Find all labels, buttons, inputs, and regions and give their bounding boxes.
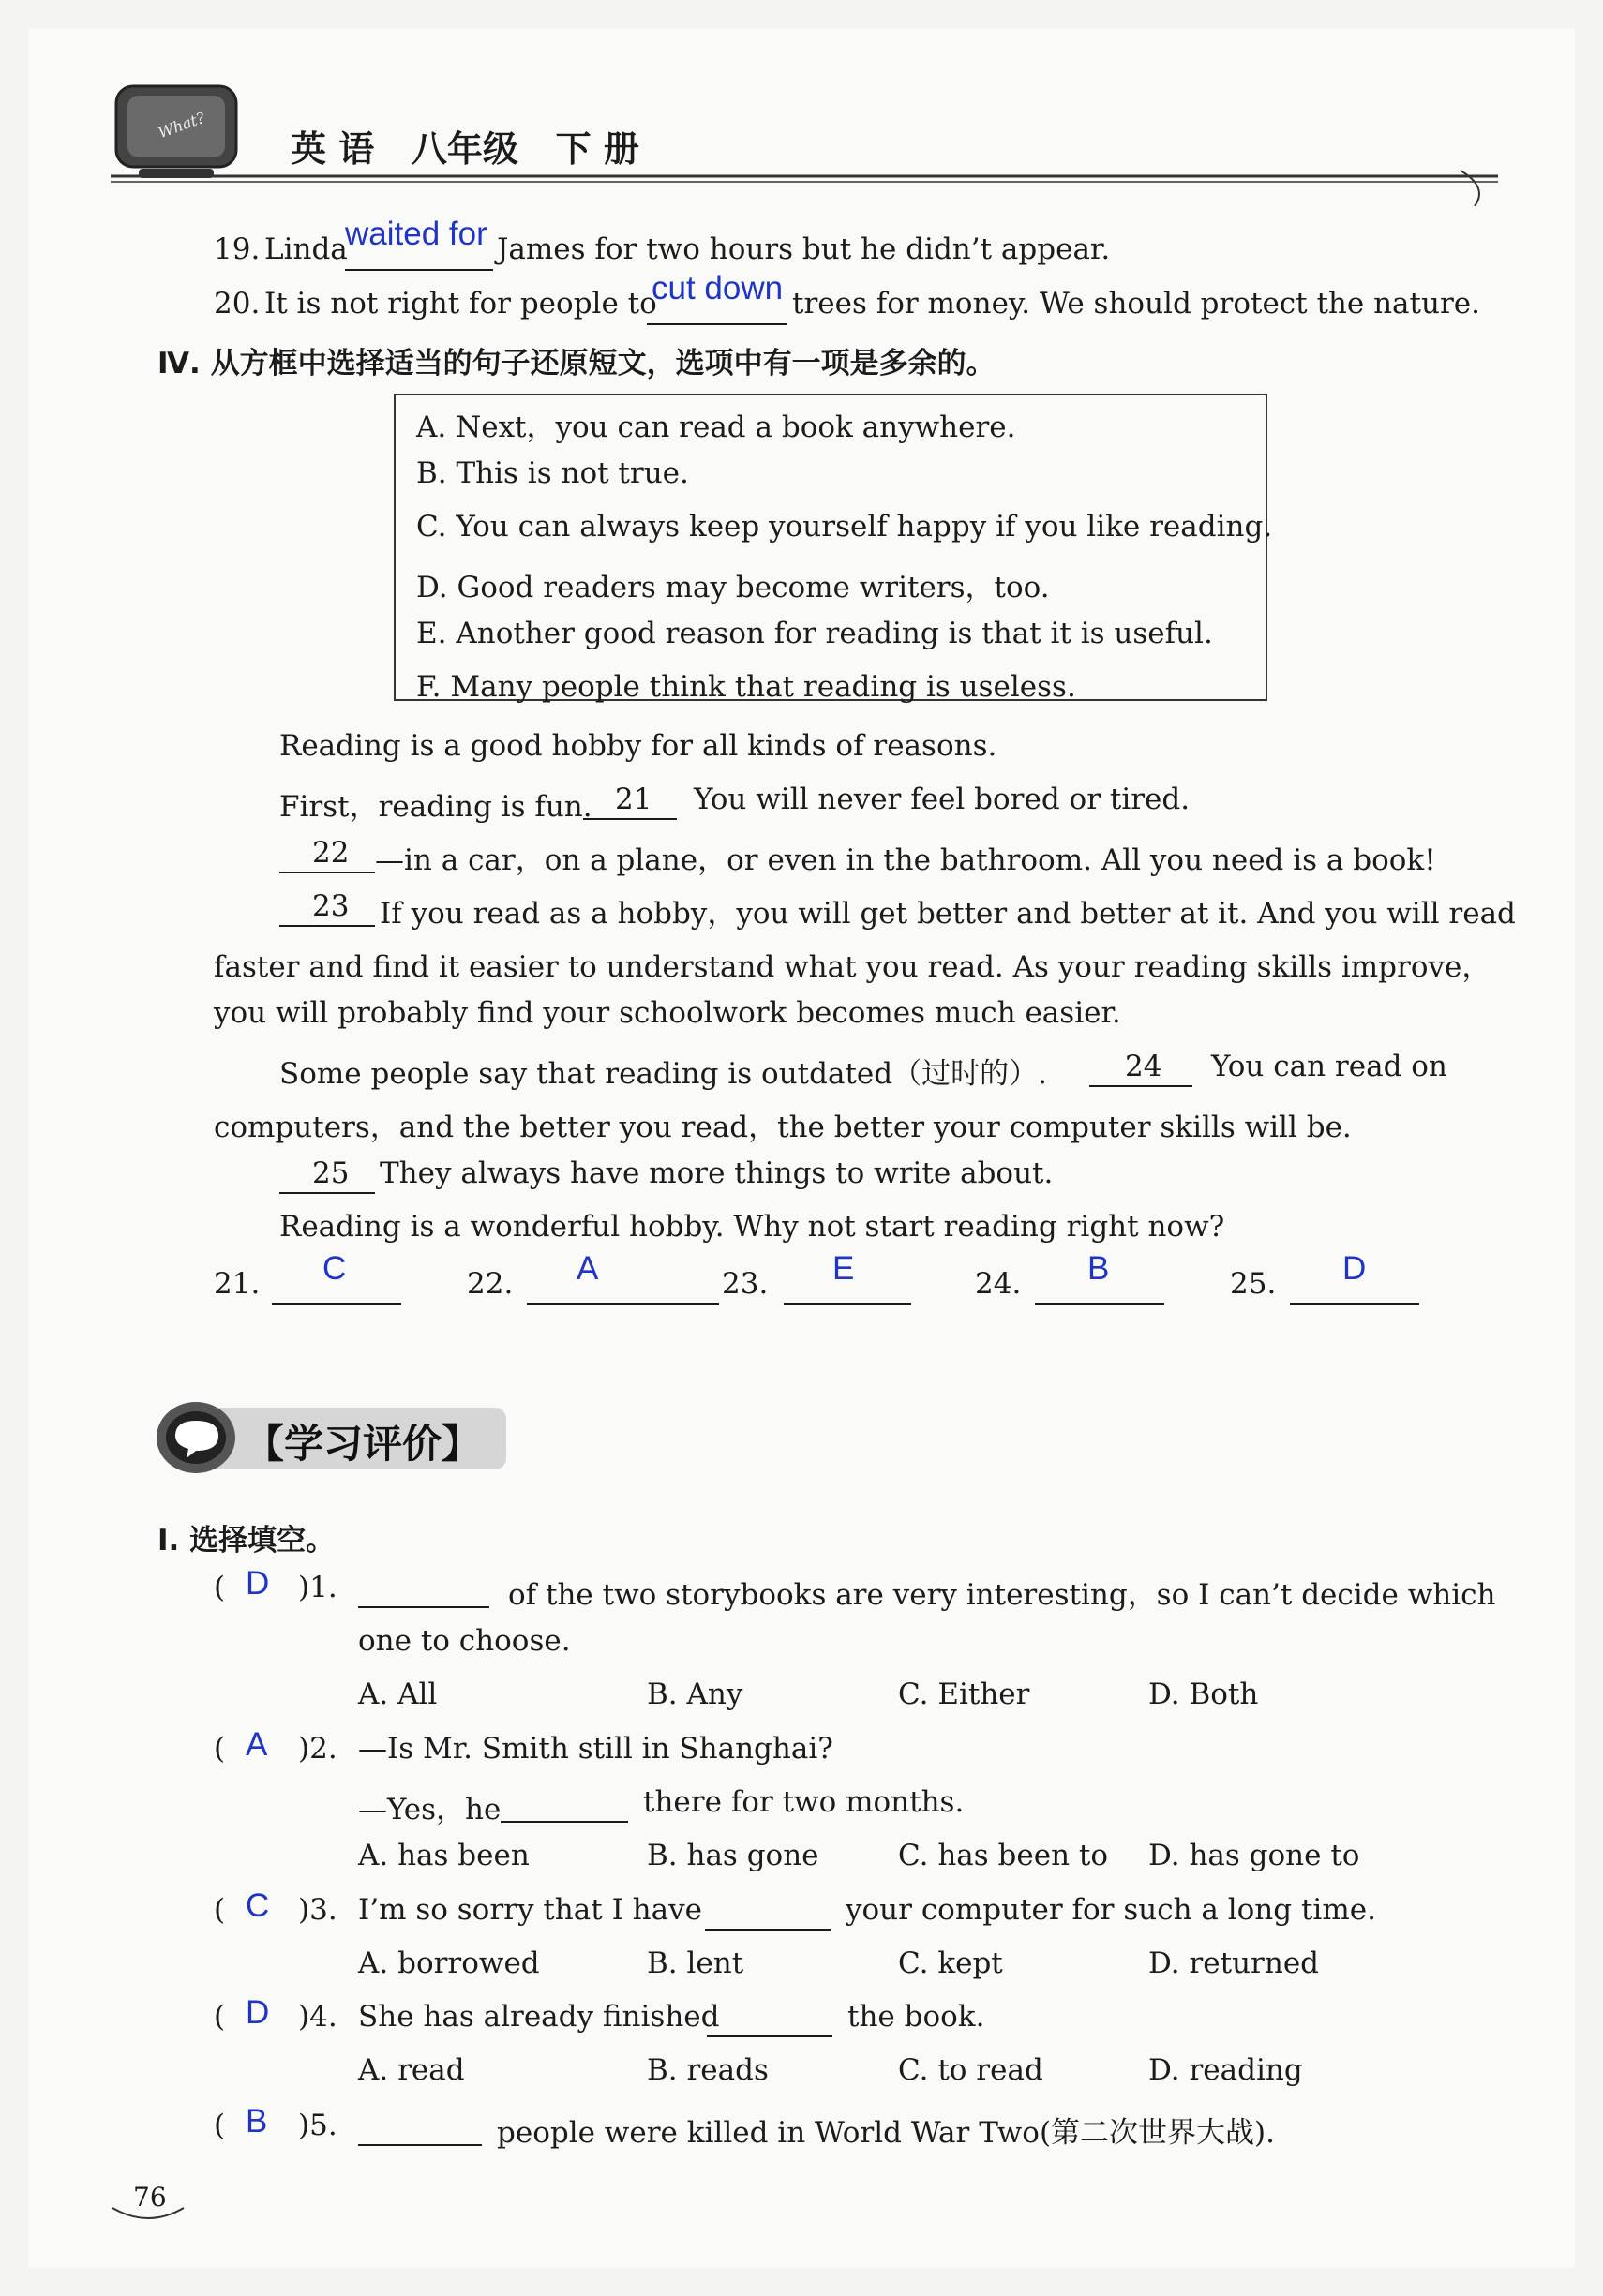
blank-22-line bbox=[279, 872, 375, 873]
option-b: B. This is not true. bbox=[416, 456, 689, 490]
q4-answer: D bbox=[246, 1994, 270, 2031]
answer-25-label: 25. bbox=[1230, 1267, 1277, 1301]
q5-number: )5. bbox=[298, 2109, 337, 2142]
q1-stem: of the two storybooks are very interesting，so I can’t decide which bbox=[508, 1578, 1496, 1612]
q20-answer: cut down bbox=[652, 270, 784, 306]
passage-line-9: They always have more things to write about. bbox=[380, 1156, 1054, 1190]
q1-number: )1. bbox=[298, 1571, 337, 1604]
passage-line-8: computers，and the better you read，the better your computer skills will be. bbox=[214, 1111, 1352, 1144]
q1-stem-cont: one to choose. bbox=[358, 1624, 571, 1658]
passage-line-5: faster and find it easier to understand what you read. As your reading skills improve， bbox=[214, 950, 1491, 984]
answer-25-line bbox=[1290, 1303, 1419, 1305]
q3-option-b: B. lent bbox=[647, 1946, 744, 1980]
q4-blank bbox=[707, 2035, 832, 2037]
q5-blank bbox=[358, 2144, 482, 2146]
logo-text: What? bbox=[156, 108, 207, 142]
answer-24-label: 24. bbox=[975, 1267, 1022, 1301]
q4-option-d: D. reading bbox=[1148, 2053, 1303, 2087]
q1-option-d: D. Both bbox=[1148, 1677, 1259, 1711]
q2-stem-a: —Is Mr. Smith still in Shanghai? bbox=[358, 1732, 833, 1766]
q3-option-c: C. kept bbox=[898, 1946, 1003, 1980]
answer-22-line bbox=[527, 1303, 719, 1305]
page-number: 76 bbox=[133, 2182, 167, 2213]
q4-option-a: A. read bbox=[358, 2053, 465, 2087]
section4-heading: Ⅳ. 从方框中选择适当的句子还原短文，选项中有一项是多余的。 bbox=[157, 347, 996, 380]
blank-23-line bbox=[279, 925, 375, 927]
q4-number: )4. bbox=[298, 2000, 337, 2034]
answer-22: A bbox=[577, 1250, 599, 1287]
q4-option-c: C. to read bbox=[898, 2053, 1043, 2087]
answer-24: B bbox=[1087, 1250, 1110, 1287]
q4-paren: ( bbox=[214, 2000, 226, 2034]
q1-option-a: A. All bbox=[358, 1677, 438, 1711]
answer-25: D bbox=[1342, 1250, 1367, 1287]
option-d: D. Good readers may become writers，too. bbox=[416, 571, 1050, 604]
options-box bbox=[394, 394, 1273, 704]
q5-paren: ( bbox=[214, 2109, 226, 2142]
q19-number: 19. bbox=[214, 232, 261, 266]
answer-21: C bbox=[322, 1250, 347, 1287]
q2-option-b: B. has gone bbox=[647, 1839, 819, 1872]
passage-line-7b: You can read on bbox=[1211, 1050, 1447, 1083]
q2-paren: ( bbox=[214, 1732, 226, 1766]
blank-24-line bbox=[1089, 1085, 1192, 1087]
q3-blank bbox=[705, 1929, 831, 1931]
q2-blank bbox=[501, 1821, 628, 1823]
q5-answer: B bbox=[246, 2103, 268, 2139]
q3-answer: C bbox=[246, 1887, 270, 1924]
q3-stem-a: I’m so sorry that I have bbox=[358, 1893, 702, 1927]
q3-option-d: D. returned bbox=[1148, 1946, 1320, 1980]
q4-stem-a: She has already finished bbox=[358, 2000, 720, 2034]
eval-title: 【学习评价】 bbox=[245, 1421, 482, 1467]
q19-suffix: James for two hours but he didn’t appear. bbox=[497, 232, 1111, 266]
passage-line-6: you will probably find your schoolwork becomes much easier. bbox=[214, 996, 1121, 1030]
passage-line-2a: First，reading is fun. bbox=[279, 790, 592, 824]
q2-stem-b1: —Yes，he bbox=[358, 1793, 502, 1826]
q2-number: )2. bbox=[298, 1732, 337, 1766]
q19-answer: waited for bbox=[345, 216, 487, 252]
blank-25-line bbox=[279, 1192, 375, 1194]
passage-line-2b: You will never feel bored or tired. bbox=[694, 783, 1191, 816]
q5-stem: people were killed in World War Two(第二次世界大战). bbox=[497, 2116, 1276, 2150]
passage-line-10: Reading is a wonderful hobby. Why not start reading right now? bbox=[279, 1210, 1225, 1244]
blank-24: 24 bbox=[1125, 1050, 1162, 1083]
page-number-swoosh bbox=[111, 2204, 186, 2227]
q2-option-d: D. has gone to bbox=[1148, 1839, 1360, 1872]
q3-number: )3. bbox=[298, 1893, 337, 1927]
q1-blank bbox=[358, 1606, 489, 1608]
q20-prefix: It is not right for people to bbox=[264, 287, 657, 321]
q1-option-c: C. Either bbox=[898, 1677, 1030, 1711]
q2-option-a: A. has been bbox=[358, 1839, 530, 1872]
q1-answer: D bbox=[246, 1565, 270, 1602]
q3-option-a: A. borrowed bbox=[358, 1946, 540, 1980]
blank-25: 25 bbox=[312, 1156, 350, 1190]
header-rule bbox=[111, 169, 1507, 206]
answer-23-line bbox=[784, 1303, 911, 1305]
q20-suffix: trees for money. We should protect the nature. bbox=[792, 287, 1480, 321]
q3-stem-b: your computer for such a long time. bbox=[846, 1893, 1376, 1927]
eval-banner bbox=[155, 1398, 511, 1477]
q4-stem-b: the book. bbox=[847, 2000, 985, 2034]
answer-24-line bbox=[1035, 1303, 1164, 1305]
q2-stem-b2: there for two months. bbox=[643, 1785, 965, 1819]
q19-prefix: Linda bbox=[264, 232, 348, 266]
answer-23: E bbox=[832, 1250, 855, 1287]
passage-line-1: Reading is a good hobby for all kinds of reasons. bbox=[279, 729, 997, 763]
option-a: A. Next，you can read a book anywhere. bbox=[416, 410, 1016, 444]
blank-22: 22 bbox=[312, 836, 350, 870]
blank-21: 21 bbox=[615, 783, 652, 816]
q2-answer: A bbox=[246, 1726, 268, 1763]
q19-blank bbox=[345, 269, 493, 271]
header-title: 英 语 八年级 下 册 bbox=[291, 128, 639, 170]
answer-21-label: 21. bbox=[214, 1267, 261, 1301]
passage-line-4: If you read as a hobby，you will get better and better at it. And you will read bbox=[380, 897, 1516, 931]
blank-21-line bbox=[583, 818, 677, 820]
q4-option-b: B. reads bbox=[647, 2053, 769, 2087]
q1-paren: ( bbox=[214, 1571, 226, 1604]
blank-23: 23 bbox=[312, 889, 350, 923]
passage-line-7a: Some people say that reading is outdated（过时的）. bbox=[279, 1057, 1047, 1091]
answer-23-label: 23. bbox=[722, 1267, 769, 1301]
q2-option-c: C. has been to bbox=[898, 1839, 1109, 1872]
q20-number: 20. bbox=[214, 287, 261, 321]
option-c: C. You can always keep yourself happy if you like reading. bbox=[416, 510, 1273, 544]
q20-blank bbox=[647, 323, 787, 325]
section1-heading: Ⅰ. 选择填空。 bbox=[157, 1524, 336, 1558]
option-e: E. Another good reason for reading is that it is useful. bbox=[416, 617, 1213, 650]
q1-option-b: B. Any bbox=[647, 1677, 743, 1711]
option-f: F. Many people think that reading is useless. bbox=[416, 670, 1076, 704]
passage-line-3: —in a car，on a plane，or even in the bathroom. All you need is a book! bbox=[375, 843, 1436, 877]
answer-21-line bbox=[272, 1303, 401, 1305]
q3-paren: ( bbox=[214, 1893, 226, 1927]
answer-22-label: 22. bbox=[467, 1267, 514, 1301]
